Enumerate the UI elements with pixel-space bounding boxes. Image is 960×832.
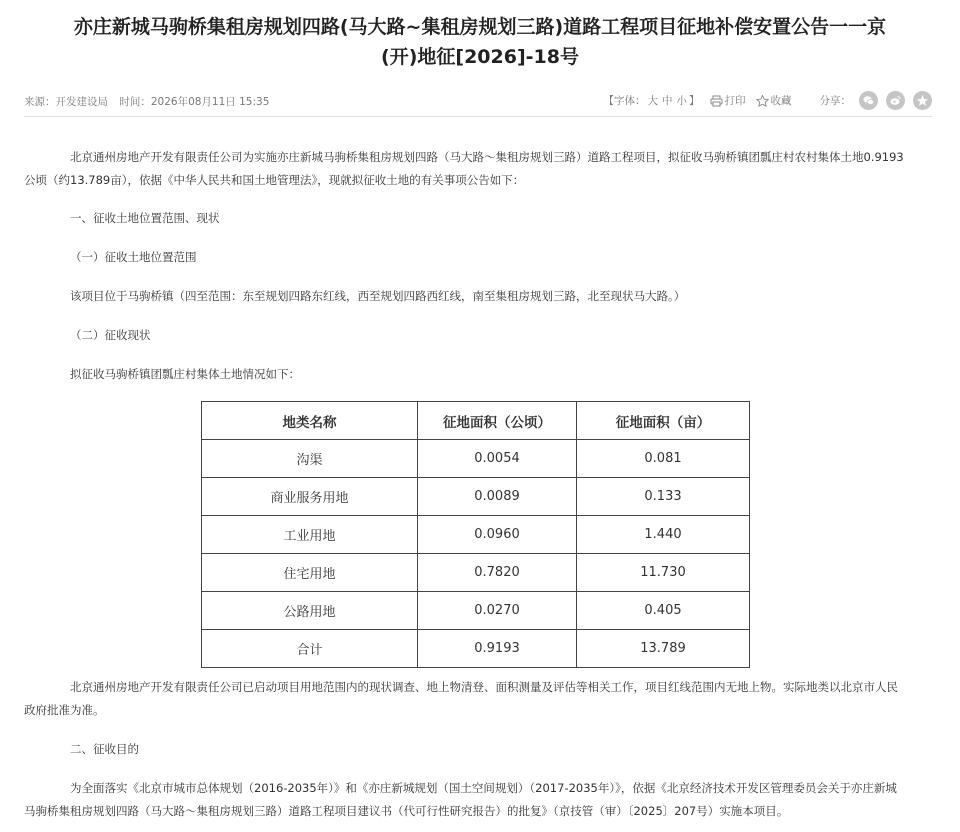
table-cell: 0.0960 bbox=[418, 516, 577, 554]
table-cell: 0.0270 bbox=[418, 592, 577, 630]
subsection-heading-1a: （一）征收土地位置范围 bbox=[70, 250, 197, 264]
table-cell: 0.133 bbox=[577, 478, 750, 516]
font-medium-button[interactable]: 中 bbox=[662, 95, 673, 107]
table-cell: 0.9193 bbox=[418, 630, 577, 668]
table-cell: 工业用地 bbox=[202, 516, 418, 554]
font-large-button[interactable]: 大 bbox=[647, 95, 658, 107]
share-weibo-icon[interactable] bbox=[886, 91, 905, 110]
table-row bbox=[202, 516, 750, 554]
body-paragraph-5: 为全面落实《北京市城市总体规划（2016-2035年）》和《亦庄新城规划（国土空间规划）（2017-2035年）》，依据《北京经济技术开发区管理委员会关于亦庄新城马驹桥集租房规划四路（马大路～集租房规划三路）道路工程项目建议书（代可行性研究报告）的批复》（京技管（审）〔2025〕207号）实施本项目。 bbox=[24, 781, 897, 818]
section-heading-2: 二、征收目的 bbox=[70, 742, 139, 756]
table-cell: 0.405 bbox=[577, 592, 750, 630]
table-cell: 11.730 bbox=[577, 554, 750, 592]
table-cell: 0.0054 bbox=[418, 440, 577, 478]
table-cell: 商业服务用地 bbox=[202, 478, 418, 516]
favorite-label: 收藏 bbox=[770, 95, 792, 107]
meta-info bbox=[24, 94, 277, 109]
print-button[interactable] bbox=[710, 93, 746, 108]
table-cell: 0.7820 bbox=[418, 554, 577, 592]
meta-time: 时间：2026年08月11日 15:35 bbox=[119, 96, 270, 108]
table-row bbox=[202, 478, 750, 516]
table-cell: 0.0089 bbox=[418, 478, 577, 516]
section-heading-1: 一、征收土地位置范围、现状 bbox=[70, 211, 220, 225]
print-label: 打印 bbox=[724, 95, 746, 107]
favorite-button[interactable] bbox=[756, 93, 792, 108]
table-header-row bbox=[202, 402, 750, 440]
body-paragraph-3: 拟征收马驹桥镇团瓢庄村集体土地情况如下： bbox=[70, 367, 300, 381]
font-size-bracket: 】 bbox=[689, 95, 700, 107]
land-area-table bbox=[201, 401, 750, 668]
printer-icon bbox=[710, 95, 723, 107]
font-small-button[interactable]: 小 bbox=[676, 95, 687, 107]
table-header-cell: 征地面积（公顷） bbox=[418, 402, 577, 440]
table-total-row bbox=[202, 630, 750, 668]
table-cell: 公路用地 bbox=[202, 592, 418, 630]
table-header-cell: 征地面积（亩） bbox=[577, 402, 750, 440]
table-header-cell: 地类名称 bbox=[202, 402, 418, 440]
table-cell: 住宅用地 bbox=[202, 554, 418, 592]
share-wechat-icon[interactable] bbox=[859, 91, 878, 110]
table-cell: 0.081 bbox=[577, 440, 750, 478]
title-line-1: 亦庄新城马驹桥集租房规划四路(马大路~集租房规划三路)道路工程项目征地补偿安置公告一一京 bbox=[73, 16, 887, 38]
body-paragraph-1: 北京通州房地产开发有限责任公司为实施亦庄新城马驹桥集租房规划四路（马大路～集租房规划三路）道路工程项目，拟征收马驹桥镇团瓢庄村农村集体土地0.9193公顷（约13.789亩），依据《中华人民共和国土地管理法》，现就拟征收土地的有关事项公告如下： bbox=[24, 150, 904, 187]
table-cell: 沟渠 bbox=[202, 440, 418, 478]
table-row bbox=[202, 592, 750, 630]
meta-tools bbox=[594, 91, 933, 110]
article-meta-bar bbox=[24, 90, 932, 117]
subsection-heading-1b: （二）征收现状 bbox=[70, 328, 151, 342]
font-size-label: 【字体： bbox=[603, 95, 646, 107]
share-qzone-icon[interactable] bbox=[913, 91, 932, 110]
font-size-control bbox=[604, 93, 700, 108]
share-label: 分享： bbox=[819, 95, 851, 107]
table-row bbox=[202, 554, 750, 592]
star-icon bbox=[756, 95, 769, 107]
table-cell: 13.789 bbox=[577, 630, 750, 668]
body-paragraph-2: 该项目位于马驹桥镇（四至范围：东至规划四路东红线，西至规划四路西红线，南至集租房规划三路，北至现状马大路。） bbox=[70, 289, 686, 303]
body-paragraph-4: 北京通州房地产开发有限责任公司已启动项目用地范围内的现状调查、地上物清登、面积测量及评估等相关工作，项目红线范围内无地上物。实际地类以北京市人民政府批准为准。 bbox=[24, 680, 898, 717]
title-line-2: (开)地征[2026]-18号 bbox=[381, 46, 579, 68]
table-cell: 1.440 bbox=[577, 516, 750, 554]
meta-source: 来源：开发建设局 bbox=[24, 96, 108, 108]
table-row bbox=[202, 440, 750, 478]
article-title bbox=[0, 12, 960, 72]
table-cell: 合计 bbox=[202, 630, 418, 668]
